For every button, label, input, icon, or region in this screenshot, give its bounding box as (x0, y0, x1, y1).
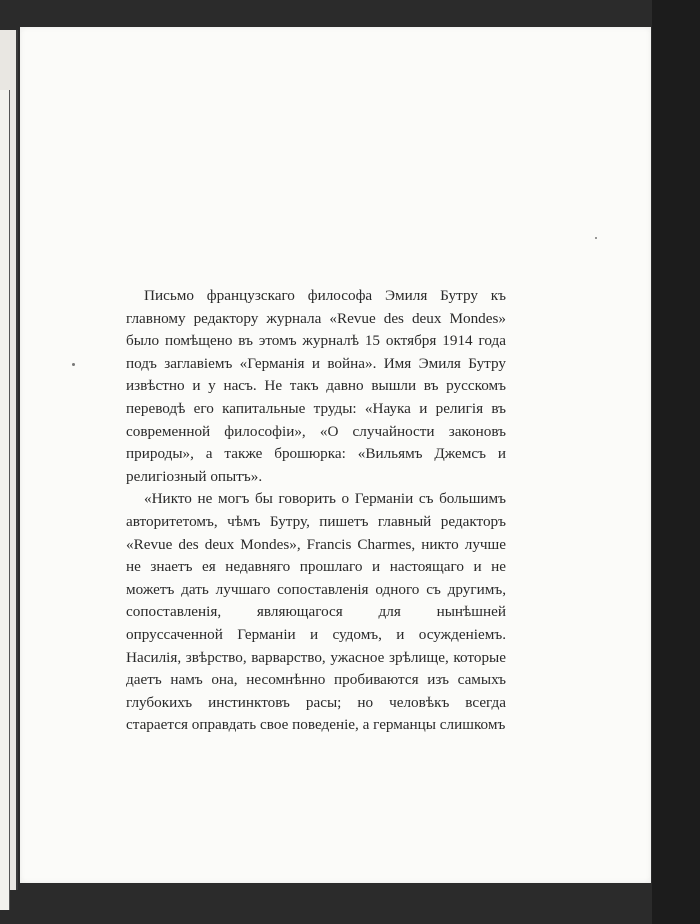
previous-page-edge (0, 30, 18, 890)
book-page (20, 27, 651, 883)
scan-background (652, 0, 700, 924)
previous-page-edge-inner (0, 90, 10, 910)
paper-speck (595, 237, 597, 239)
paragraph-intro: Письмо французскаго философа Эмиля Бутру къ главному редактору журнала «Revue des deux Mondes» было помѣщено въ этомъ журналѣ 15 октября 1914 года подъ заглавіемъ «Германія и война». Имя Эмиля Бутру извѣстно и у насъ. Не такъ давно вышли въ русскомъ переводѣ его капитальные труды: «Наука и религія въ современной философіи», «О случайности законовъ природы», а также брошюрка: «Вильямъ Джемсъ и религіозный опытъ». (126, 287, 506, 485)
body-text (126, 285, 506, 737)
paper-speck (72, 363, 75, 366)
paragraph-quote: «Никто не могъ бы говорить о Германіи съ большимъ авторитетомъ, чѣмъ Бутру, пишетъ главный редакторъ «Revue des deux Mondes», Francis Charmes, никто лучше не знаетъ ея недавняго прошлаго и настоящаго и не можетъ дать лучшаго сопоставленія одного съ другимъ, сопоставленія, являющагося для нынѣшней опруссаченной Германіи и судомъ, и осужденіемъ. Насилія, звѣрство, варварство, ужасное зрѣлище, которые даетъ намъ она, несомнѣнно пробиваются изъ самыхъ глубокихъ инстинктовъ расы; но человѣкъ всегда старается оправдать свое поведеніе, а германцы слишкомъ (126, 490, 506, 734)
